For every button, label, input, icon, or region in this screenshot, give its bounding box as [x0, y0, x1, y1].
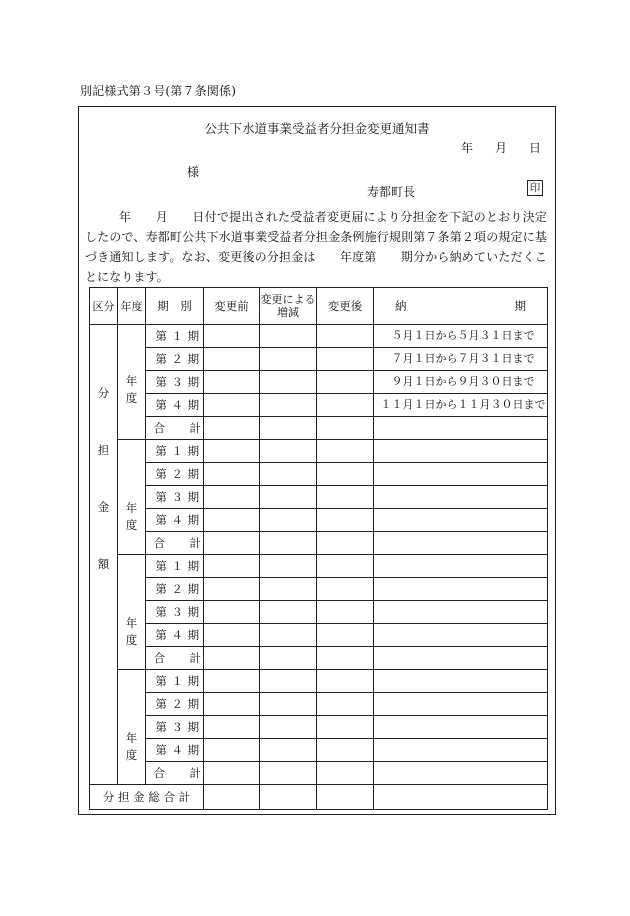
period-label: 第 ４ 期	[146, 624, 204, 647]
kubun-char: 金	[97, 500, 110, 514]
header-increase: 変更による増減	[260, 288, 317, 325]
after-amount-cell	[317, 417, 374, 440]
after-amount-cell	[317, 325, 374, 348]
before-amount-cell	[204, 371, 260, 394]
grand-total-row	[90, 785, 548, 810]
change-amount-cell	[260, 440, 317, 463]
before-amount-cell	[204, 486, 260, 509]
change-amount-cell	[260, 716, 317, 739]
year-label: 年度	[125, 374, 138, 405]
period-label: 第 ４ 期	[146, 394, 204, 417]
after-amount-cell	[317, 394, 374, 417]
before-amount-cell	[204, 325, 260, 348]
year-cell	[118, 325, 146, 440]
change-amount-cell	[260, 578, 317, 601]
header-kubun: 区分	[90, 288, 118, 325]
header-before: 変更前	[204, 288, 260, 325]
before-amount-cell	[204, 555, 260, 578]
change-amount-cell	[260, 417, 317, 440]
header-nendo: 年度	[118, 288, 146, 325]
year-cell	[118, 670, 146, 785]
period-label: 第 ４ 期	[146, 739, 204, 762]
table-row	[90, 716, 548, 739]
issuer-name: 寿都町長	[367, 185, 416, 199]
year-label: 年	[460, 141, 473, 155]
before-amount-cell	[204, 716, 260, 739]
after-amount-cell	[317, 348, 374, 371]
header-due-left: 納	[395, 298, 407, 313]
due-period-cell	[374, 463, 548, 486]
header-due-period	[374, 288, 548, 325]
due-period-cell	[374, 624, 548, 647]
due-period-cell: １１月１日から１１月３０日まで	[374, 394, 548, 417]
table-row	[90, 670, 548, 693]
after-amount-cell	[317, 440, 374, 463]
change-amount-cell	[260, 762, 317, 785]
before-amount-cell	[204, 693, 260, 716]
form-number-label: 別記様式第３号(第７条関係)	[80, 84, 237, 98]
period-label: 第 ３ 期	[146, 371, 204, 394]
due-period-cell	[374, 417, 548, 440]
due-period-cell: ９月１日から９月３０日まで	[374, 371, 548, 394]
table-row	[90, 486, 548, 509]
kubun-label-cell	[90, 325, 118, 785]
period-label: 第 ３ 期	[146, 716, 204, 739]
due-period-cell	[374, 647, 548, 670]
period-label: 第 １ 期	[146, 325, 204, 348]
table-row	[90, 693, 548, 716]
notice-form	[78, 106, 556, 815]
grand-total-label: 分 担 金 総 合 計	[90, 785, 204, 810]
table-row	[90, 463, 548, 486]
before-amount-cell	[204, 509, 260, 532]
table-row	[90, 371, 548, 394]
before-amount-cell	[204, 440, 260, 463]
after-amount-cell	[317, 693, 374, 716]
before-amount-cell	[204, 578, 260, 601]
table-row	[90, 555, 548, 578]
period-label: 第 １ 期	[146, 555, 204, 578]
period-label: 合 計	[146, 647, 204, 670]
due-period-cell	[374, 555, 548, 578]
table-row	[90, 509, 548, 532]
change-amount-cell	[260, 325, 317, 348]
date-line	[461, 139, 541, 156]
change-amount-cell	[260, 486, 317, 509]
before-amount-cell	[204, 670, 260, 693]
period-label: 第 ３ 期	[146, 601, 204, 624]
period-label: 合 計	[146, 762, 204, 785]
before-amount-cell	[204, 417, 260, 440]
period-label: 第 ２ 期	[146, 578, 204, 601]
after-amount-cell	[317, 371, 374, 394]
before-amount-cell	[204, 601, 260, 624]
table-row	[90, 394, 548, 417]
table-row	[90, 532, 548, 555]
month-label: 月	[494, 141, 507, 155]
after-amount-cell	[317, 739, 374, 762]
period-label: 第 ３ 期	[146, 486, 204, 509]
due-period-cell	[374, 762, 548, 785]
change-amount-cell	[260, 463, 317, 486]
change-amount-cell	[260, 647, 317, 670]
table-row	[90, 739, 548, 762]
grand-after-cell	[317, 785, 374, 810]
change-amount-cell	[260, 532, 317, 555]
kubun-char: 担	[97, 443, 110, 457]
table-row	[90, 647, 548, 670]
before-amount-cell	[204, 532, 260, 555]
before-amount-cell	[204, 394, 260, 417]
due-period-cell	[374, 486, 548, 509]
grand-before-cell	[204, 785, 260, 810]
due-period-cell	[374, 739, 548, 762]
after-amount-cell	[317, 578, 374, 601]
due-period-cell	[374, 532, 548, 555]
change-amount-cell	[260, 601, 317, 624]
document-title: 公共下水道事業受益者分担金変更通知書	[204, 121, 430, 136]
period-label: 第 ２ 期	[146, 463, 204, 486]
year-cell	[118, 440, 146, 555]
header-due-right: 期	[514, 298, 526, 313]
after-amount-cell	[317, 509, 374, 532]
grand-change-cell	[260, 785, 317, 810]
due-period-cell	[374, 693, 548, 716]
period-label: 第 ４ 期	[146, 509, 204, 532]
period-label: 第 １ 期	[146, 670, 204, 693]
header-after: 変更後	[317, 288, 374, 325]
year-label: 年度	[125, 731, 138, 762]
table-row	[90, 601, 548, 624]
due-period-cell	[374, 601, 548, 624]
change-amount-cell	[260, 509, 317, 532]
notice-body-text: 年 月 日付で提出された受益者変更届により分担金を下記のとおり決定したので、寿都町公共下水道事業受益者分担金条例施行規則第７条第２項の規定に基づき通知します。なお、変更後の分担金は 年度第 期分から納めていただくことになります。	[85, 210, 547, 284]
year-label: 年度	[125, 501, 138, 532]
after-amount-cell	[317, 716, 374, 739]
after-amount-cell	[317, 601, 374, 624]
due-period-cell	[374, 670, 548, 693]
table-row	[90, 348, 548, 371]
kubun-char: 分	[97, 386, 110, 400]
seal-mark: 印	[527, 180, 543, 196]
after-amount-cell	[317, 624, 374, 647]
change-amount-cell	[260, 624, 317, 647]
before-amount-cell	[204, 647, 260, 670]
table-row	[90, 440, 548, 463]
after-amount-cell	[317, 555, 374, 578]
change-amount-cell	[260, 394, 317, 417]
change-amount-cell	[260, 555, 317, 578]
before-amount-cell	[204, 762, 260, 785]
change-amount-cell	[260, 670, 317, 693]
grand-due-cell	[374, 785, 548, 810]
table-header-row	[90, 288, 548, 325]
after-amount-cell	[317, 670, 374, 693]
day-label: 日	[528, 141, 541, 155]
before-amount-cell	[204, 348, 260, 371]
table-row	[90, 578, 548, 601]
before-amount-cell	[204, 463, 260, 486]
before-amount-cell	[204, 624, 260, 647]
change-amount-cell	[260, 348, 317, 371]
year-label: 年度	[125, 616, 138, 647]
period-label: 合 計	[146, 417, 204, 440]
addressee-honorific: 様	[187, 165, 200, 179]
after-amount-cell	[317, 647, 374, 670]
period-label: 第 ２ 期	[146, 348, 204, 371]
header-period: 期 別	[146, 288, 204, 325]
change-amount-cell	[260, 693, 317, 716]
change-amount-cell	[260, 739, 317, 762]
table-row	[90, 325, 548, 348]
change-amount-cell	[260, 371, 317, 394]
after-amount-cell	[317, 762, 374, 785]
due-period-cell	[374, 716, 548, 739]
before-amount-cell	[204, 739, 260, 762]
due-period-cell	[374, 578, 548, 601]
table-row	[90, 624, 548, 647]
after-amount-cell	[317, 463, 374, 486]
after-amount-cell	[317, 486, 374, 509]
table-row	[90, 762, 548, 785]
due-period-cell: ７月１日から７月３１日まで	[374, 348, 548, 371]
after-amount-cell	[317, 532, 374, 555]
kubun-char: 額	[97, 557, 110, 571]
period-label: 第 １ 期	[146, 440, 204, 463]
year-cell	[118, 555, 146, 670]
table-row	[90, 417, 548, 440]
period-label: 第 ２ 期	[146, 693, 204, 716]
due-period-cell	[374, 440, 548, 463]
assessment-table	[89, 287, 548, 810]
due-period-cell: ５月１日から５月３１日まで	[374, 325, 548, 348]
period-label: 合 計	[146, 532, 204, 555]
due-period-cell	[374, 509, 548, 532]
